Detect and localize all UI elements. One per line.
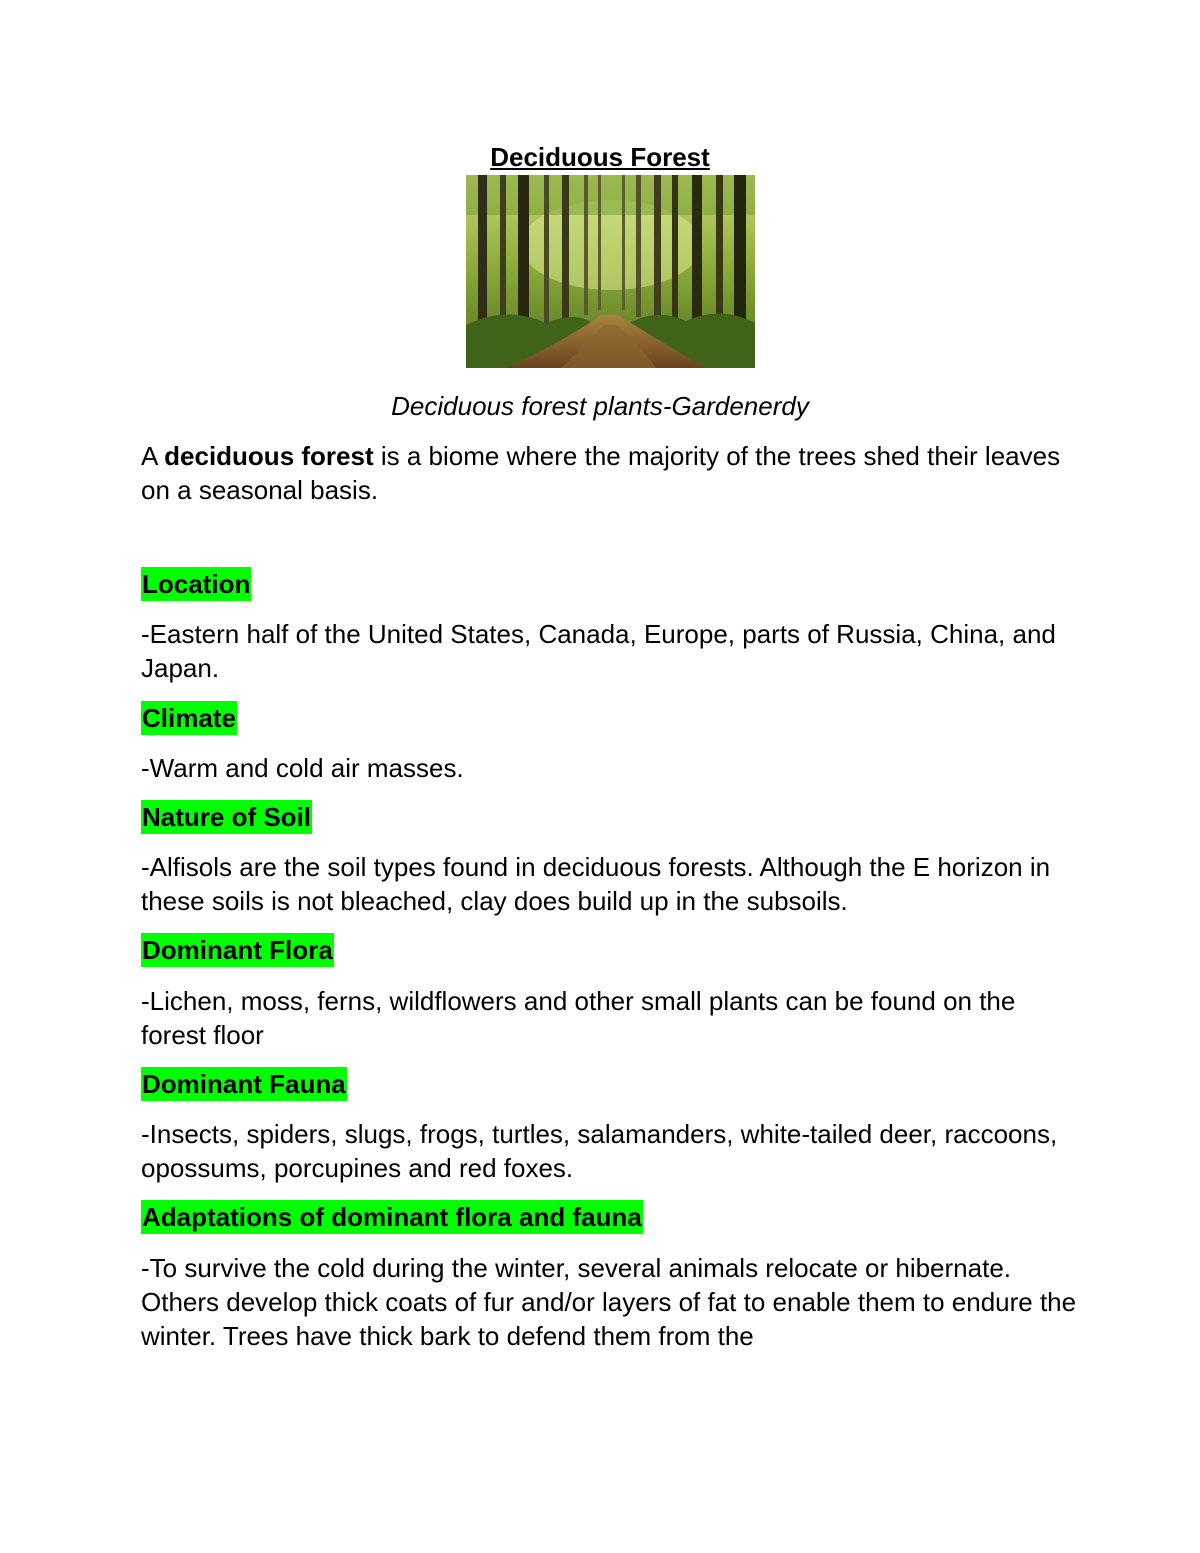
section-body-soil: -Alfisols are the soil types found in deciduous forests. Although the E horizon in these soils is not bleached, clay does build up in the subsoils. [141,852,1051,916]
section-heading-fauna: Dominant Fauna [142,1069,346,1099]
intro-rest: is a biome where the majority of the trees shed their leaves on a seasonal basis. [141,441,1061,505]
section-body-adaptations: -To survive the cold during the winter, several animals relocate or hibernate. Others develop thick coats of fur and/or layers of fat to enable them to endure the winter. Trees have thick bark to defend them from the [141,1253,1077,1351]
section-heading-climate: Climate [142,703,236,733]
section-body-location: -Eastern half of the United States, Canada, Europe, parts of Russia, China, and Japan. [141,619,1056,683]
section-body-fauna: -Insects, spiders, slugs, frogs, turtles, salamanders, white-tailed deer, raccoons, opossums, porcupines and red foxes. [141,1119,1058,1183]
section-heading-adaptations: Adaptations of dominant flora and fauna [142,1202,642,1232]
forest-photo-icon [466,175,755,368]
forest-photo [466,175,755,368]
section-body-flora: -Lichen, moss, ferns, wildflowers and other small plants can be found on the forest floor [141,986,1016,1050]
intro-lead: A [141,441,165,471]
intro-paragraph [141,439,1081,507]
page-title: Deciduous Forest [490,142,710,172]
section-body-climate: -Warm and cold air masses. [141,753,464,783]
section-heading-location: Location [142,569,251,599]
intro-term: deciduous forest [164,441,374,471]
section-heading-soil: Nature of Soil [142,802,312,832]
section-heading-flora: Dominant Flora [142,935,333,965]
image-caption: Deciduous forest plants-Gardenerdy [391,391,809,421]
